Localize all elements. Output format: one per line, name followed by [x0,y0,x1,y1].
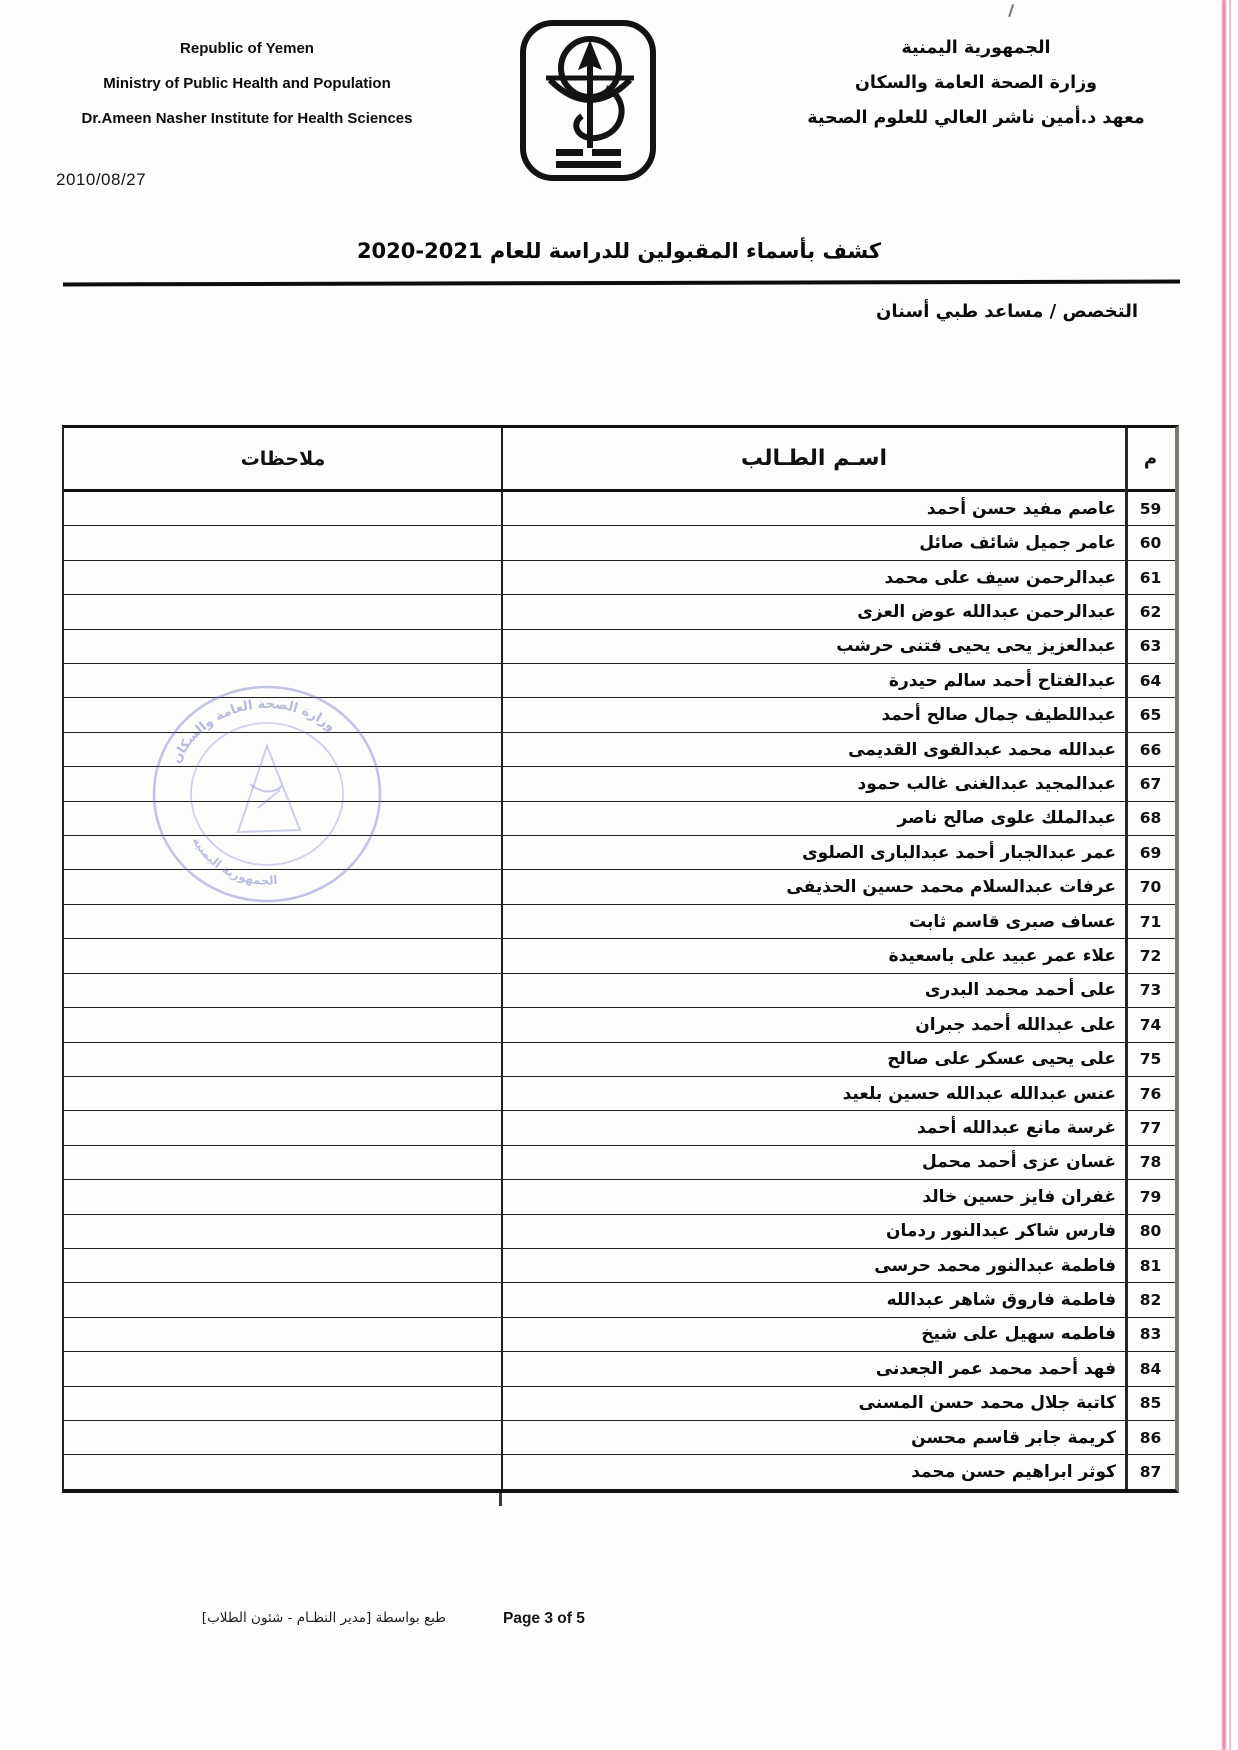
row-number-cell: 70 [1139,878,1162,897]
row-number-cell: 78 [1139,1153,1162,1172]
column-separator-notes-name [501,428,503,1489]
institute-logo-icon [512,20,664,182]
table-row [64,1008,1175,1042]
header-line-ministry-en: Ministry of Public Health and Population [103,75,391,92]
student-name-cell: عنس عبدالله عبدالله حسين بلعيد [842,1083,1116,1104]
table-row [64,1146,1175,1180]
table-row [64,870,1175,904]
student-name-cell: كريمة جابر قاسم محسن [911,1427,1116,1448]
table-row [64,698,1175,732]
student-name-cell: عمر عبدالجبار أحمد عبدالبارى الصلوى [802,842,1116,863]
row-number-cell: 86 [1139,1428,1162,1447]
table-row [64,767,1175,801]
row-number-cell: 66 [1139,740,1162,759]
table-row [64,1180,1175,1214]
table-row [64,1387,1175,1421]
table-row [64,733,1175,767]
row-number-cell: 72 [1139,946,1162,965]
table-row [64,1283,1175,1317]
table-row [64,1421,1175,1455]
student-name-cell: غفران فايز حسين خالد [922,1186,1116,1207]
student-name-cell: على يحيى عسكر على صالح [887,1049,1116,1070]
page-title: كشف بأسماء المقبولين للدراسة للعام 2021-2020 [356,239,882,263]
row-number-cell: 81 [1139,1256,1162,1275]
student-name-cell: عبدالرحمن عبدالله عوض العزى [857,601,1116,622]
student-table-body [64,492,1175,1489]
student-name-cell: عبدالفتاح أحمد سالم حيدرة [888,670,1116,691]
student-name-cell: كاتبة جلال محمد حسن المسنى [858,1393,1116,1414]
student-name-cell: عاصم مفيد حسن أحمد [926,498,1116,519]
document-date: 2010/08/27 [56,170,147,189]
table-row [64,1043,1175,1077]
student-name-cell: عرفات عبدالسلام محمد حسين الحذيفى [786,877,1116,898]
student-name-cell: علاء عمر عبيد على باسعيدة [888,945,1116,966]
table-row [64,1077,1175,1111]
table-header-row [64,428,1175,492]
row-number-cell: 83 [1139,1325,1162,1344]
scan-artifact-pink-edge-line [1222,0,1226,1750]
table-row [64,561,1175,595]
table-row [64,664,1175,698]
scan-artifact-corner-mark [1008,4,1020,19]
students-table [62,425,1179,1493]
table-row [64,595,1175,629]
column-separator-name-number [1125,428,1128,1489]
header-line-ministry-ar: وزارة الصحة العامة والسكان [854,73,1098,93]
row-number-cell: 85 [1139,1394,1162,1413]
row-number-cell: 74 [1139,1015,1162,1034]
row-number-cell: 76 [1139,1084,1162,1103]
table-row [64,492,1175,526]
header-english [52,40,442,145]
student-name-cell: فاطمة عبدالنور محمد حرسى [874,1255,1116,1276]
row-number-cell: 69 [1139,843,1162,862]
student-name-cell: كوثر ابراهيم حسن محمد [911,1462,1116,1483]
table-row [64,836,1175,870]
column-header-number: م [1143,448,1158,469]
student-name-cell: فاطمة فاروق شاهر عبدالله [886,1290,1116,1311]
page-number-indicator: Page 3 of 5 [503,1610,585,1627]
table-row [64,905,1175,939]
row-number-cell: 84 [1139,1359,1162,1378]
row-number-cell: 65 [1139,706,1162,725]
row-number-cell: 63 [1139,637,1162,656]
student-name-cell: عامر جميل شائف صائل [919,533,1116,554]
row-number-cell: 67 [1139,774,1162,793]
student-name-cell: على عبدالله أحمد جبران [915,1014,1116,1035]
table-row [64,630,1175,664]
student-name-cell: عبدالله محمد عبدالقوى القديمى [848,739,1116,760]
table-row [64,1318,1175,1352]
header-line-country-ar: الجمهورية اليمنية [901,38,1051,58]
table-row [64,802,1175,836]
scan-artifact-pink-edge-line-2 [1229,0,1231,1750]
row-number-cell: 80 [1139,1222,1162,1241]
svg-text:الجمهورية اليمنية: الجمهورية اليمنية [189,834,279,888]
table-row [64,1455,1175,1488]
row-number-cell: 75 [1139,1050,1162,1069]
row-number-cell: 64 [1139,671,1162,690]
student-name-cell: فهد أحمد محمد عمر الجعدنى [875,1358,1116,1379]
student-name-cell: عبدالمجيد عبدالغنى غالب حمود [857,773,1116,794]
header-line-institute-en: Dr.Ameen Nasher Institute for Health Sciences [81,110,413,127]
row-number-cell: 77 [1139,1119,1162,1138]
title-divider-line [63,280,1180,287]
svg-text:وزارة الصحة العامة والسكان: وزارة الصحة العامة والسكان [169,696,339,766]
student-name-cell: على أحمد محمد البدرى [924,980,1116,1001]
student-name-cell: فارس شاكر عبدالنور ردمان [886,1221,1116,1242]
row-number-cell: 59 [1139,499,1162,518]
row-number-cell: 60 [1139,534,1162,553]
table-separator-tail-mark [499,1493,502,1506]
student-name-cell: غسان عزى أحمد محمل [922,1152,1116,1173]
header-line-institute-ar: معهد د.أمين ناشر العالي للعلوم الصحية [807,108,1145,128]
table-row [64,939,1175,973]
table-row [64,526,1175,560]
row-number-cell: 68 [1139,809,1162,828]
table-row [64,1111,1175,1145]
row-number-cell: 61 [1139,568,1162,587]
column-header-student-name: اسـم الطـالب [740,446,888,471]
printed-by-note: طبع بواسطة [مدير النظـام - شئون الطلاب] [201,1610,446,1626]
student-name-cell: عبداللطيف جمال صالح أحمد [881,705,1116,726]
student-name-cell: فاطمه سهيل على شيخ [921,1324,1116,1345]
table-row [64,1215,1175,1249]
table-row [64,1249,1175,1283]
row-number-cell: 79 [1139,1187,1162,1206]
header-arabic [758,38,1194,143]
specialty-subtitle: التخصص / مساعد طبي أسنان [876,301,1138,322]
table-row [64,974,1175,1008]
student-name-cell: غرسة مانع عبدالله أحمد [916,1118,1116,1139]
student-name-cell: عبدالرحمن سيف على محمد [884,567,1116,588]
student-name-cell: عبدالملك علوى صالح ناصر [897,808,1116,829]
column-header-notes: ملاحظات [240,447,326,470]
row-number-cell: 82 [1139,1291,1162,1310]
row-number-cell: 87 [1139,1463,1162,1482]
student-name-cell: عبدالعزيز يحى يحيى فتنى حرشب [836,636,1116,657]
row-number-cell: 71 [1139,912,1162,931]
header-line-country-en: Republic of Yemen [180,40,314,57]
row-number-cell: 73 [1139,981,1162,1000]
table-row [64,1352,1175,1386]
row-number-cell: 62 [1139,602,1162,621]
student-name-cell: عساف صبرى قاسم ثابت [908,911,1116,932]
